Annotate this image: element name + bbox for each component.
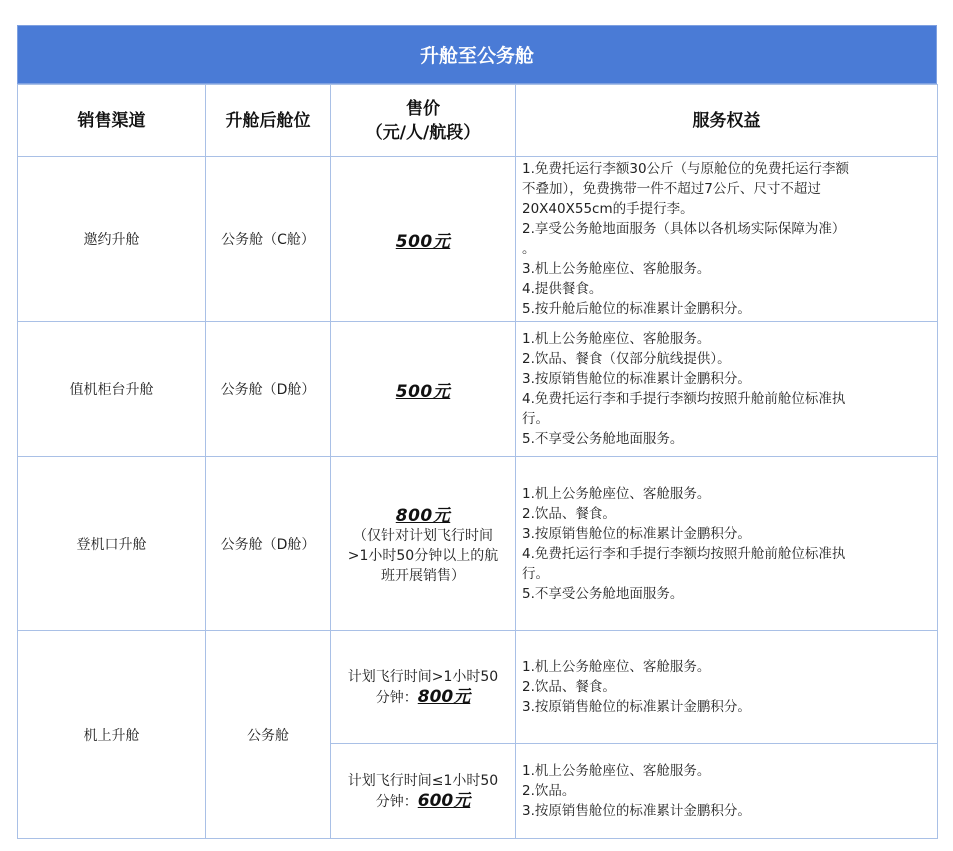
benefit-line: 行。 xyxy=(522,565,549,582)
cabin-cell: 公务舱（D舱） xyxy=(206,457,331,631)
benefit-line: 行。 xyxy=(522,411,549,427)
price-cell xyxy=(331,457,516,631)
benefit-line: 4.提供餐食。 xyxy=(522,281,603,297)
header-benefits: 服务权益 xyxy=(516,85,938,157)
benefit-line: 2.享受公务舱地面服务（具体以各机场实际保障为准） xyxy=(522,221,846,237)
price-cell xyxy=(331,322,516,457)
upgrade-price-table xyxy=(17,84,938,839)
flight-condition-suffix: 分钟： xyxy=(375,689,418,706)
benefit-line: 3.按原销售舱位的标准累计金鹏积分。 xyxy=(522,371,751,387)
benefit-line: 1.机上公务舱座位、客舱服务。 xyxy=(522,331,711,347)
benefit-line: 4.免费托运行李和手提行李额均按照升舱前舱位标准执 xyxy=(522,391,846,407)
benefit-line: 5.不享受公务舱地面服务。 xyxy=(522,431,684,447)
cabin-cell: 公务舱（D舱） xyxy=(206,322,331,457)
benefit-line: 。 xyxy=(522,241,536,257)
benefit-line: 4.免费托运行李和手提行李额均按照升舱前舱位标准执 xyxy=(522,545,846,562)
cabin-cell: 公务舱 xyxy=(206,631,331,839)
channel-cell: 机上升舱 xyxy=(18,631,206,839)
benefits-cell xyxy=(516,631,938,744)
benefit-line: 1.机上公务舱座位、客舱服务。 xyxy=(522,485,711,502)
benefit-line: 不叠加），免费携带一件不超过7公斤、尺寸不超过 xyxy=(522,181,821,197)
header-row xyxy=(18,85,938,157)
channel-cell: 值机柜台升舱 xyxy=(18,322,206,457)
benefit-line: 2.饮品。 xyxy=(522,783,576,799)
benefits-cell xyxy=(516,457,938,631)
header-channel: 销售渠道 xyxy=(18,85,206,157)
flight-condition-price-line xyxy=(332,687,514,708)
table-row xyxy=(18,631,938,744)
table-row xyxy=(18,457,938,631)
price-value: 500元 xyxy=(395,381,451,402)
benefit-line: 1.机上公务舱座位、客舱服务。 xyxy=(522,659,711,675)
benefit-line: 5.不享受公务舱地面服务。 xyxy=(522,585,684,602)
benefit-line: 3.按原销售舱位的标准累计金鹏积分。 xyxy=(522,803,751,819)
benefit-line: 3.机上公务舱座位、客舱服务。 xyxy=(522,261,711,277)
benefit-line: 20X40X55cm的手提行李。 xyxy=(522,201,694,217)
price-note-line: >1小时50分钟以上的航 xyxy=(347,548,499,564)
flight-condition: 计划飞行时间>1小时50 xyxy=(347,668,499,685)
cabin-cell: 公务舱（C舱） xyxy=(206,157,331,322)
price-note-line: 班开展销售） xyxy=(381,568,465,584)
table-row xyxy=(18,157,938,322)
header-price-line1: 售价 xyxy=(406,98,440,119)
benefit-line: 2.饮品、餐食。 xyxy=(522,505,616,522)
benefit-line: 1.机上公务舱座位、客舱服务。 xyxy=(522,763,711,779)
channel-cell: 邀约升舱 xyxy=(18,157,206,322)
flight-condition-suffix: 分钟： xyxy=(375,793,418,810)
benefits-cell xyxy=(516,157,938,322)
benefit-line: 2.饮品、餐食（仅部分航线提供）。 xyxy=(522,351,731,367)
header-cabin: 升舱后舱位 xyxy=(206,85,331,157)
table-row xyxy=(18,322,938,457)
header-price-line2: （元/人/航段） xyxy=(365,122,481,143)
benefit-line: 1.免费托运行李额30公斤（与原舱位的免费托运行李额 xyxy=(522,161,850,177)
price-value: 500元 xyxy=(395,231,451,252)
benefits-cell xyxy=(516,322,938,457)
benefit-line: 3.按原销售舱位的标准累计金鹏积分。 xyxy=(522,525,751,542)
flight-condition-price-line xyxy=(332,791,514,812)
benefits-cell xyxy=(516,744,938,839)
benefit-line: 3.按原销售舱位的标准累计金鹏积分。 xyxy=(522,699,751,715)
price-value: 600元 xyxy=(417,790,471,811)
price-value: 800元 xyxy=(395,506,451,526)
header-price xyxy=(331,85,516,157)
price-cell xyxy=(331,157,516,322)
table-title: 升舱至公务舱 xyxy=(17,25,937,84)
price-value: 800元 xyxy=(417,686,471,707)
channel-cell: 登机口升舱 xyxy=(18,457,206,631)
upgrade-table-container xyxy=(17,25,937,839)
price-cell xyxy=(331,744,516,839)
price-note-line: （仅针对计划飞行时间 xyxy=(353,528,493,544)
benefit-line: 5.按升舱后舱位的标准累计金鹏积分。 xyxy=(522,301,751,317)
benefit-line: 2.饮品、餐食。 xyxy=(522,679,616,695)
flight-condition: 计划飞行时间≤1小时50 xyxy=(347,772,499,789)
price-cell xyxy=(331,631,516,744)
